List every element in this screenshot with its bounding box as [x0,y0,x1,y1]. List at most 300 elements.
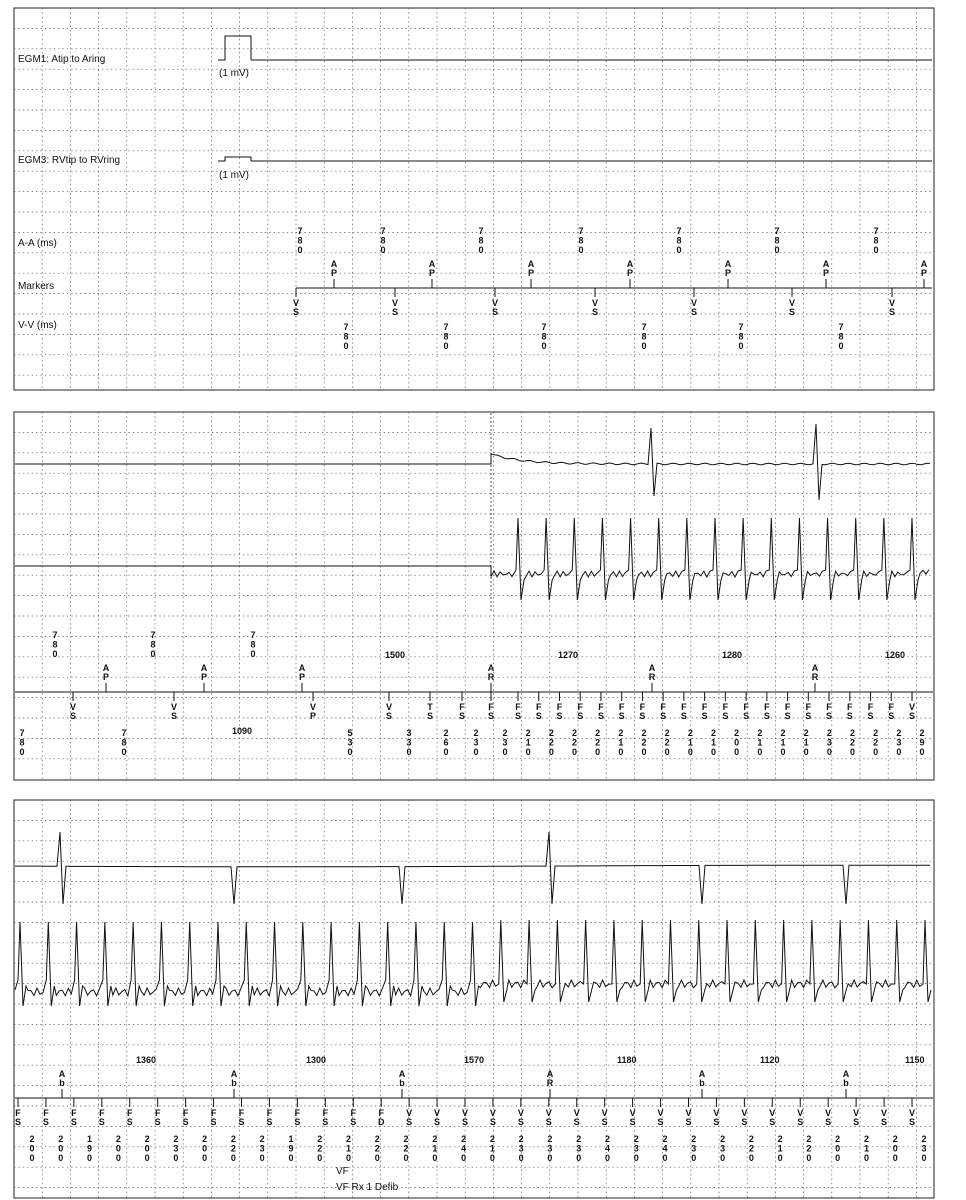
vv-interval-char: 0 [734,747,740,757]
aa-interval-char: 0 [297,245,303,255]
aa-interval-char: 7 [150,630,156,640]
ventricular-marker [293,298,299,317]
aa-interval [676,226,681,255]
vv-interval [618,728,623,757]
aa-interval: 1360 [136,1055,157,1065]
vv-interval-char: 2 [403,1134,409,1144]
ventricular-marker-char: S [741,1117,748,1127]
ventricular-marker-char: F [556,702,563,712]
vv-interval-char: 2 [144,1134,150,1144]
ventricular-marker-char: S [294,1117,301,1127]
vv-interval [749,1134,754,1163]
vv-interval-char: 0 [780,747,786,757]
vv-interval-char: 0 [734,737,740,748]
ventricular-marker-char: S [391,307,399,317]
vv-interval-char: 2 [757,728,763,738]
ventricular-marker-char: S [867,711,874,721]
vv-interval-char: 2 [548,737,554,748]
ventricular-marker [658,1108,664,1127]
vv-interval-char: 9 [288,1143,294,1154]
ventricular-marker-char: F [488,702,494,712]
vv-interval-char: 3 [518,1143,524,1154]
ventricular-marker-char: S [763,711,770,721]
vv-interval [347,728,352,757]
vv-interval-char: 0 [202,1153,208,1163]
vv-interval-char: 2 [317,1143,323,1154]
vv-interval [288,1134,293,1163]
ventricular-marker-char: D [377,1117,385,1127]
ventricular-marker-char: V [797,1108,804,1118]
atrial-marker [823,259,830,278]
ventricular-marker-char: V [489,1108,496,1118]
egm1-label: EGM1: Atip to Aring [18,54,106,65]
aa-interval-char: 7 [774,226,780,236]
vv-interval-char: 9 [919,737,925,748]
atrial-marker-char: P [330,268,338,278]
vv-interval-char: 0 [571,747,578,757]
ventricular-marker [155,1108,161,1127]
atrial-marker-char: A [546,1069,554,1079]
ventricular-marker-char: F [784,702,791,712]
ventricular-marker-char: F [764,702,770,712]
ventricular-marker-char: S [426,711,434,721]
aa-interval-char: 7 [676,226,682,236]
ventricular-marker-char: V [591,298,599,308]
atrial-marker-char: A [527,259,535,269]
ventricular-marker-char: S [42,1117,49,1127]
vv-interval [838,322,843,351]
vv-interval [461,1134,466,1163]
ventricular-marker-char: V [69,702,77,712]
vv-interval-char: 2 [664,728,670,738]
ventricular-marker [386,702,392,721]
ventricular-marker-char: F [99,1108,105,1118]
atrial-marker-char: P [920,268,928,278]
vv-interval-char: 0 [115,1153,121,1163]
vv-interval [595,728,600,757]
vv-interval-char: 0 [461,1153,467,1163]
vv-interval-char: 2 [641,737,647,748]
ventricular-marker-char: S [573,1117,580,1127]
vv-interval-char: 0 [919,747,925,757]
vv-interval-char: 2 [618,728,624,738]
atrial-marker [201,663,208,682]
vv-interval-char: 1 [87,1134,93,1144]
ventricular-marker-char: S [350,1117,357,1127]
ventricular-marker-char: S [210,1117,217,1127]
ventricular-marker-char: V [888,298,896,308]
vv-interval-char: 2 [473,728,479,738]
atrial-marker [528,259,535,278]
vv-interval-char: 2 [374,1143,380,1154]
ventricular-marker-char: V [170,702,178,712]
ventricular-marker-char: S [680,711,687,721]
vv-interval-char: 0 [691,1153,697,1163]
vv-interval-char: 1 [288,1134,294,1144]
ventricular-marker [546,1108,552,1127]
atrial-marker [699,1069,706,1088]
aa-interval: 1270 [558,650,579,660]
ventricular-marker [490,1108,496,1127]
ventricular-marker-char: V [406,1108,413,1118]
ventricular-marker-char: S [514,711,522,721]
ventricular-marker-char: S [825,1117,832,1127]
strip-2 [14,412,934,780]
vv-interval [893,1134,898,1163]
vv-interval [260,1134,265,1163]
vv-interval [641,322,646,351]
ventricular-marker-char: S [182,1117,189,1127]
vv-interval-char: 0 [662,1153,668,1163]
vv-interval [473,728,478,757]
vv-interval-char: 3 [259,1143,265,1154]
ventricular-marker-char: S [888,307,896,317]
vv-interval-char: 0 [473,747,479,757]
ventricular-marker-char: F [577,702,583,712]
vv-interval [665,728,670,757]
ventricular-marker [392,298,398,317]
ventricular-marker [881,1108,887,1127]
vv-interval [720,1134,725,1163]
aa-interval-char: 7 [297,226,303,236]
vv-interval-char: 0 [757,747,763,757]
ventricular-marker-char: F [378,1108,384,1118]
ventricular-marker-char: F [127,1108,133,1118]
vv-interval-char: 2 [571,728,578,738]
ventricular-marker-char: S [385,711,393,721]
atrial-marker [429,259,436,278]
ventricular-marker [427,702,433,721]
aa-interval-char: 8 [774,235,780,246]
vv-interval-char: 0 [144,1143,150,1154]
egm3-label: EGM3: RVtip to RVring [18,155,121,166]
ventricular-marker [889,298,895,317]
vv-interval-char: 2 [173,1134,179,1144]
atrial-marker-char: P [724,268,732,278]
aa-interval-char: 7 [478,226,484,236]
aa-interval [873,226,878,255]
aa-interval-char: 7 [380,226,386,236]
atrial-marker-char: P [102,672,110,682]
ventricular-marker-char: F [867,702,874,712]
vv-interval-char: 0 [595,747,601,757]
aa-interval: 1300 [306,1055,327,1065]
vv-interval-char: 0 [710,747,717,757]
vv-interval-char: 0 [687,747,693,757]
strip-2-vv-interval-1090: 1090 [232,726,253,736]
ventricular-marker [741,1108,747,1127]
ventricular-marker-char: S [535,711,542,721]
aa-interval-char: 8 [676,235,682,246]
vv-interval-char: 2 [633,1134,639,1144]
ventricular-marker-char: S [660,711,667,721]
ventricular-marker-char: S [797,1117,804,1127]
vv-interval [375,1134,380,1163]
atrial-marker-char: A [487,663,495,673]
vv-interval-char: 1 [489,1143,495,1154]
atrial-marker-char: A [626,259,634,269]
vv-interval [804,728,809,757]
atrial-marker-char: A [230,1069,238,1079]
ventricular-marker [825,1108,831,1127]
aa-interval [478,226,483,255]
vv-interval-char: 1 [757,737,763,748]
ventricular-marker [462,1108,468,1127]
vv-interval-char: 0 [19,747,25,757]
egm3-calibration-label: (1 mV) [219,170,249,181]
vv-interval-char: 0 [288,1153,294,1163]
vv-interval-char: 1 [346,1143,352,1154]
aa-interval: 1570 [464,1055,485,1065]
ventricular-marker-char: F [639,702,646,712]
ventricular-marker-char: F [743,702,749,712]
vv-interval [58,1134,63,1163]
vv-interval-char: 0 [604,1153,610,1163]
ventricular-marker-char: V [788,298,796,308]
vv-interval-char: 2 [826,728,832,738]
ventricular-marker-char: V [908,702,916,712]
atrial-marker-char: b [231,1078,237,1088]
aa-interval-char: 8 [297,235,303,246]
ventricular-marker-char: V [657,1108,664,1118]
vv-interval [526,728,531,757]
vv-interval-char: 4 [662,1143,668,1154]
vv-interval-char: 0 [641,341,647,351]
vv-interval-char: 3 [633,1143,639,1154]
vv-interval-char: 0 [873,747,879,757]
ventricular-marker-char: F [888,702,895,712]
ventricular-marker [238,1108,244,1127]
ventricular-marker [322,1108,328,1127]
vv-interval-char: 2 [595,737,601,748]
ventricular-marker [266,1108,272,1127]
vv-interval-char: 0 [259,1153,265,1163]
vv-interval [549,728,554,757]
atrial-marker-char: A [398,1069,406,1079]
ventricular-marker [378,1108,385,1127]
ventricular-marker-char: V [690,298,698,308]
ventricular-marker [574,1108,580,1127]
ventricular-marker-char: V [461,1108,469,1118]
aa-interval [250,630,255,659]
vv-interval-char: 8 [19,737,25,748]
ventricular-marker-char: V [881,1108,888,1118]
atrial-marker-char: A [811,663,819,673]
ventricular-marker [888,702,894,721]
aa-interval-char: 0 [52,649,58,659]
vv-interval-char: 0 [618,747,624,757]
ventricular-marker [350,1108,356,1127]
vv-interval-char: 7 [343,322,349,332]
ventricular-marker [826,702,832,721]
aa-label: A-A (ms) [18,238,57,249]
vv-interval-char: 2 [687,728,693,738]
ventricular-marker-char: F [43,1108,49,1118]
ventricular-marker [660,702,666,721]
atrial-marker-char: R [487,672,495,682]
vv-interval-char: 1 [525,737,531,748]
vv-interval [121,728,126,757]
aa-interval-char: 7 [52,630,58,640]
ventricular-marker-char: S [434,1117,441,1127]
aa-interval-char: 7 [250,630,256,640]
vv-interval-char: 8 [738,331,744,342]
vv-interval [663,1134,668,1163]
ventricular-marker-char: S [406,1117,413,1127]
vv-interval-char: 1 [687,737,693,748]
vv-interval-char: 8 [838,331,844,342]
ventricular-marker [434,1108,440,1127]
ventricular-marker-char: F [154,1108,161,1118]
ventricular-marker [805,702,811,721]
vv-interval [896,728,901,757]
vv-interval-char: 2 [525,728,531,738]
ventricular-marker-char: V [491,298,499,308]
aa-interval: 1280 [722,650,743,660]
vv-interval-char: 2 [748,1134,754,1144]
vv-interval [541,322,546,351]
aa-interval [52,630,57,659]
aa-interval-char: 8 [578,235,584,246]
vv-interval-char: 0 [803,747,809,757]
aa-interval: 1260 [885,650,906,660]
vv-interval [691,1134,696,1163]
vv-interval-char: 1 [780,737,786,748]
markers-label: Markers [18,281,55,292]
vv-interval-char: 0 [87,1153,93,1163]
ventricular-marker-char: S [70,1117,77,1127]
vv-interval [806,1134,811,1163]
ventricular-marker-char: S [491,307,499,317]
vv-interval-char: 3 [826,737,832,748]
ventricular-marker-char: V [908,1108,916,1118]
aa-interval-char: 8 [52,639,58,650]
atrial-marker-char: P [822,268,830,278]
atrial-marker [399,1069,406,1088]
ventricular-marker [492,298,498,317]
ventricular-marker-char: T [427,702,433,712]
ventricular-marker-char: F [210,1108,217,1118]
aa-interval-char: 0 [150,649,156,659]
vv-interval-char: 2 [202,1134,208,1144]
strip-3-frame [14,800,934,1198]
vv-interval-char: 2 [806,1143,812,1154]
vv-interval [738,322,743,351]
vv-interval [317,1134,322,1163]
aa-interval-char: 8 [380,235,386,246]
vv-interval-char: 0 [406,747,412,757]
vv-interval [87,1134,92,1163]
vv-interval-char: 3 [173,1143,179,1154]
vv-interval-char: 0 [720,1153,726,1163]
ventricular-marker-char: S [722,711,729,721]
aa-interval: 1180 [617,1055,637,1065]
atrial-marker-char: A [842,1069,850,1079]
vv-interval-char: 2 [230,1143,236,1154]
ventricular-marker-char: S [701,711,708,721]
ventricular-marker [518,1108,524,1127]
vv-interval [757,728,762,757]
aa-interval-char: 8 [150,639,156,650]
vv-interval-char: 2 [691,1134,697,1144]
ventricular-marker [691,298,697,317]
ventricular-marker-char: F [805,702,812,712]
vv-interval [231,1134,236,1163]
vv-interval [29,1134,34,1163]
atrial-marker [627,259,634,278]
atrial-marker-char: A [822,259,830,269]
vv-interval [502,728,507,757]
atrial-marker [547,1069,554,1088]
ventricular-marker-char: S [685,1117,692,1127]
ventricular-marker-char: V [601,1108,608,1118]
atrial-marker-char: P [200,672,208,682]
ventricular-marker-char: S [292,307,300,317]
strip-3 [14,800,934,1198]
vv-interval-char: 2 [806,1134,812,1144]
strip-1 [14,8,934,390]
ventricular-marker [785,702,791,721]
ventricular-marker [488,702,494,721]
ventricular-marker [99,1108,105,1127]
vv-interval-char: 0 [576,1153,582,1163]
ventricular-marker-char: S [556,711,563,721]
atrial-marker-char: A [298,663,306,673]
vv-interval-char: 2 [873,728,879,738]
atrial-marker [231,1069,238,1088]
vv-interval-char: 0 [835,1143,841,1154]
atrial-marker-char: b [843,1078,849,1088]
vv-interval-char: 0 [29,1143,35,1154]
ventricular-marker-char: V [545,1108,552,1118]
vv-interval-char: 2 [919,728,925,738]
ventricular-marker-char: F [722,702,729,712]
atrial-marker [843,1069,850,1088]
atrial-marker-char: A [102,663,110,673]
atrial-marker [103,663,110,682]
ventricular-marker-char: S [461,1117,469,1127]
vv-interval-char: 3 [720,1143,726,1154]
vv-interval-char: 2 [58,1134,64,1144]
vv-interval [778,1134,783,1163]
ventricular-marker-char: V [309,702,317,712]
ventricular-marker [171,702,177,721]
ventricular-marker [702,702,708,721]
ventricular-marker-char: F [660,702,666,712]
vv-interval-char: 0 [838,341,844,351]
vv-interval [406,728,411,757]
vv-interval-char: 0 [548,747,554,757]
ventricular-marker [868,702,874,721]
vv-interval-char: 2 [849,737,856,748]
ventricular-marker-char: V [853,1108,860,1118]
ventricular-marker-char: V [713,1108,720,1118]
ventricular-marker-char: S [743,711,750,721]
ventricular-marker-char: S [322,1117,329,1127]
ventricular-marker-char: S [769,1117,776,1127]
aa-interval-char: 0 [478,245,484,255]
ventricular-marker-char: F [71,1108,77,1118]
vv-interval-char: 7 [443,322,449,332]
ventricular-marker-char: F [826,702,832,712]
ventricular-marker [183,1108,189,1127]
ventricular-marker [764,702,770,721]
ventricular-marker [853,1108,859,1127]
ventricular-marker [789,298,795,317]
vv-interval-char: 2 [777,1134,783,1144]
vf-annotation: VF [336,1166,349,1177]
ventricular-marker-char: S [266,1117,273,1127]
